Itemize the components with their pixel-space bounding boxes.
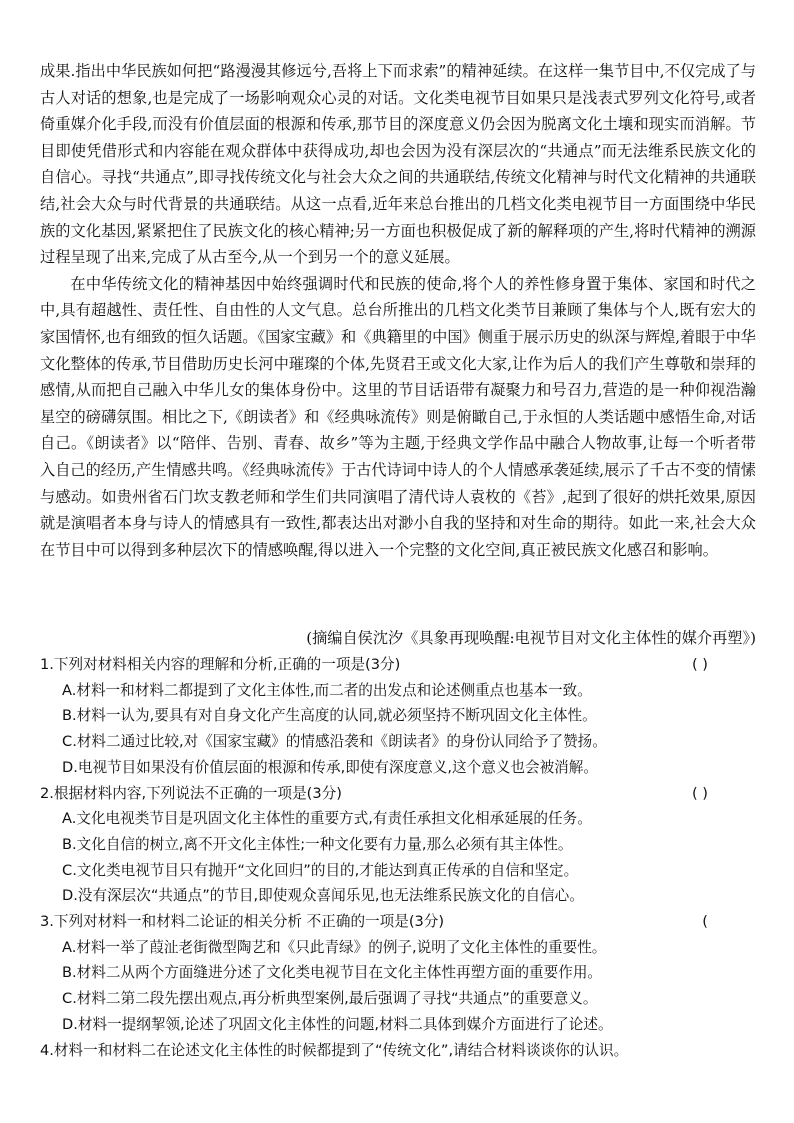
question-2-option-c: C.文化类电视节目只有抛开“文化回归”的目的,才能达到真正传承的自信和坚定。 [62, 861, 579, 879]
question-1-option-b: B.材料一认为,要具有对自身文化产生高度的认同,就必须坚持不断巩固文化主体性。 [62, 707, 597, 725]
question-1-option-c: C.材料二通过比较,对《国家宝藏》的情感沿袭和《朗读者》的身份认同给予了赞扬。 [62, 733, 607, 751]
question-3-answer-bracket: ( [702, 913, 708, 931]
question-1-answer-bracket: ( ) [691, 656, 708, 673]
question-3-option-b: B.材料二从两个方面缝进分述了文化类电视节目在文化主体性再塑方面的重要作用。 [62, 964, 603, 982]
question-2 [40, 781, 760, 910]
question-1-option-a: A.材料一和材料二都提到了文化主体性,而二者的出发点和论述侧重点也基本一致。 [62, 681, 592, 699]
question-2-option-b: B.文化自信的树立,离不开文化主体性;一种文化要有力量,那么必须有其主体性。 [62, 835, 573, 853]
question-3-option-a: A.材料一举了葭沚老街微型陶艺和《只此青绿》的例子,说明了文化主体性的重要性。 [62, 938, 607, 956]
passage-paragraph-2: 在中华传统文化的精神基因中始终强调时代和民族的使命,将个人的养性修身置于集体、家国和时代之中,具有超越性、责任性、自由性的人文气息。总台所推出的几档文化类节目兼顾了集体与个人,既有宏大的家国情怀,也有细致的恒久话题。《国家宝藏》和《典籍里的中国》侧重于展示历史的纵深与辉煌,着眼于中华文化整体的传承,节目借助历史长河中璀璨的个体,先贤君王或文化大家,让作为后人的我们产生尊敬和崇拜的感情,从而把自己融入中华儿女的集体身份中。这里的节目话语带有凝聚力和号召力,营造的是一种仰视浩瀚星空的磅礴氛围。相比之下,《朗读者》和《经典咏流传》则是俯瞰自己,于永恒的人类话题中感悟生命,对话自己。《朗读者》以“陪伴、告别、青春、故乡”等为主题,于经典文学作品中融合人物故事,让每一个听者带入自己的经历,产生情感共鸣。《经典咏流传》于古代诗词中诗人的个人情感承袭延续,展示了千古不变的情愫与感动。如贵州省石门坎支教老师和学生们共同演唱了清代诗人袁枚的《苔》,起到了很好的烘托效果,原因就是演唱者本身与诗人的情感具有一致性,都表达出对渺小自我的坚持和对生命的期待。如此一来,社会大众在节目中可以得到多种层次下的情感唤醒,得以进入一个完整的文化空间,真正被民族文化感召和影响。 [40, 274, 756, 559]
question-1-stem: 1.下列对材料相关内容的理解和分析,正确的一项是(3分) [40, 656, 401, 673]
question-2-option-d: D.没有深层次“共通点”的节目,即使观众喜闻乐见,也无法维系民族文化的自信心。 [62, 887, 584, 905]
question-2-stem: 2.根据材料内容,下列说法不正确的一项是(3分) [40, 784, 342, 802]
question-2-answer-bracket: ( ) [691, 784, 708, 802]
question-3 [40, 909, 760, 1038]
reading-passage [40, 58, 756, 563]
question-3-stem: 3.下列对材料一和材料二论证的相关分析 不正确的一项是(3分) [40, 913, 445, 931]
question-3-option-c: C.材料二第二段先摆出观点,再分析典型案例,最后强调了寻找“共通点”的重要意义。 [62, 990, 598, 1008]
passage-source-citation: (摘编自侯沈汐《具象再现唤醒:电视节目对文化主体性的媒介再塑》) [306, 629, 756, 647]
question-list [40, 652, 760, 1063]
question-3-option-d: D.材料一提纲挈领,论述了巩固文化主体性的问题,材料二具体到媒介方面进行了论述。 [62, 1015, 613, 1033]
question-1 [40, 652, 760, 781]
question-1-option-d: D.电视节目如果没有价值层面的根源和传承,即使有深度意义,这个意义也会被消解。 [62, 758, 598, 776]
question-4-stem: 4.材料一和材料二在论述文化主体性的时候都提到了“传统文化”,请结合材料谈谈你的认识。 [40, 1041, 629, 1059]
question-4 [40, 1038, 760, 1064]
passage-paragraph-1: 成果.指出中华民族如何把“路漫漫其修远兮,吾将上下而求索”的精神延续。在这样一集节目中,不仅完成了与古人对话的想象,也是完成了一场影响观众心灵的对话。文化类电视节目如果只是浅表式罗列文化符号,或者倚重媒介化手段,而没有价值层面的根源和传承,那节目的深度意义仍会因为脱离文化土壤和现实而消解。节目即使凭借形式和内容能在观众群体中获得成功,却也会因为没有深层次的“共通点”而无法维系民族文化的自信心。寻找“共通点”,即寻找传统文化与社会大众之间的共通联结,传统文化精神与时代文化精神的共通联结,社会大众与时代背景的共通联结。从这一点看,近年来总台推出的几档文化类电视节目一方面围绕中华民族的文化基因,紧紧把住了民族文化的核心精神;另一方面也积极促成了新的解释项的产生,将时代精神的溯源过程呈现了出来,完成了从古至今,从一个到另一个的意义延展。 [40, 62, 756, 267]
question-2-option-a: A.文化电视类节目是巩固文化主体性的重要方式,有责任承担文化相承延展的任务。 [62, 810, 592, 828]
